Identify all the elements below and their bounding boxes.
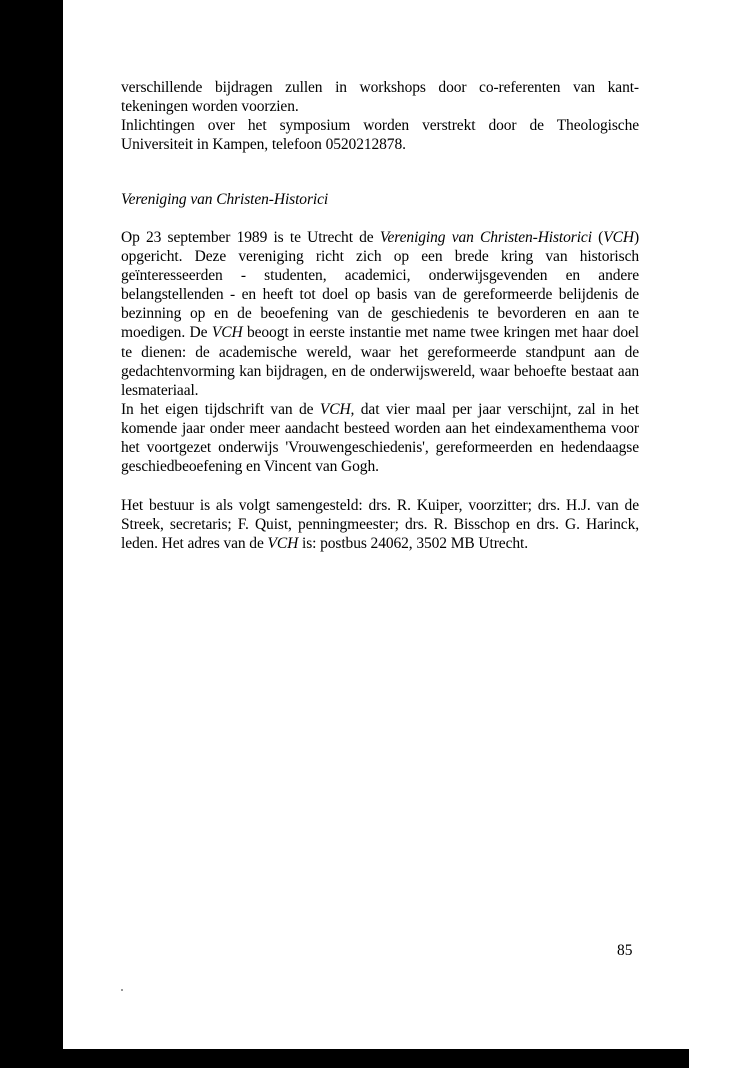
journal-paragraph [121,400,639,476]
intro-line-1: verschillende bijdragen zullen in workshops door co-referenten van kant- [121,79,639,96]
page-number: 85 [617,942,633,959]
info-text [121,116,639,154]
intro-line-2: tekeningen worden voorzien. [121,98,299,116]
info-line-2: Universiteit in Kampen, telefoon 0520212878. [121,136,406,154]
board-paragraph [121,496,639,553]
scan-left-border [0,0,63,1068]
abbr-close-paren: ) [633,229,639,246]
board-text [121,496,639,553]
society-name: Vereniging van Christen-Historici [379,229,592,246]
intro-paragraph [121,78,639,154]
founding-end: beoogt in eerste instantie met name twee kringen met haar doel te dienen: de academische wereld, waar het gereformeerde standpunt aan de gedachtenvorming kan bijdragen, en de onderwijswereld, waar behoefte bestaat aan lesmateriaal. [121,324,639,399]
society-abbr-4: VCH [267,535,299,553]
founding-lead: Op 23 september 1989 is te Utrecht de [121,229,380,246]
board-lead: Het bestuur is als volgt samengesteld: drs. R. Kuiper, voorzitter; drs. H.J. van de Streek, secretaris; F. Quist, penningmeester; drs. R. Bisschop en drs. G. Harinck, leden. Het adres van de [121,497,639,553]
main-section [121,228,639,476]
scan-bottom-border [0,1049,689,1068]
founding-body: opgericht. Deze vereniging richt zich op een brede kring van historisch geïnteresseerden - studenten, academici, onderwijsgevenden en andere belangstellenden - en heeft tot doel op basis van de gereformeerde belijdenis de bezinning op en de beoefening van de geschiedenis te bevorderen en aan te moedigen. De [121,248,639,342]
scan-speck [121,989,123,991]
society-abbr: VCH [603,229,634,246]
journal-lead: In het eigen tijdschrift van de [121,400,320,418]
founding-paragraph [121,228,639,400]
journal-end: dat vier maal per jaar verschijnt, zal in het komende jaar onder meer aandacht besteed worden aan het eindexamenthema voor het voortgezet onderwijs 'Vrouwengeschiedenis', gereformeerden en hedendaagse geschiedbeoefening en Vincent van Gogh. [121,400,639,476]
board-address: is: postbus 24062, 3502 MB Utrecht. [298,535,528,553]
info-line-1: Inlichtingen over het symposium worden verstrekt door de Theologische [121,117,639,135]
abbr-open-paren: ( [598,229,604,246]
intro-continuation [121,78,639,116]
section-heading: Vereniging van Christen-Historici [121,191,329,208]
society-abbr-3: VCH, [319,400,355,418]
society-abbr-2: VCH [211,324,243,342]
